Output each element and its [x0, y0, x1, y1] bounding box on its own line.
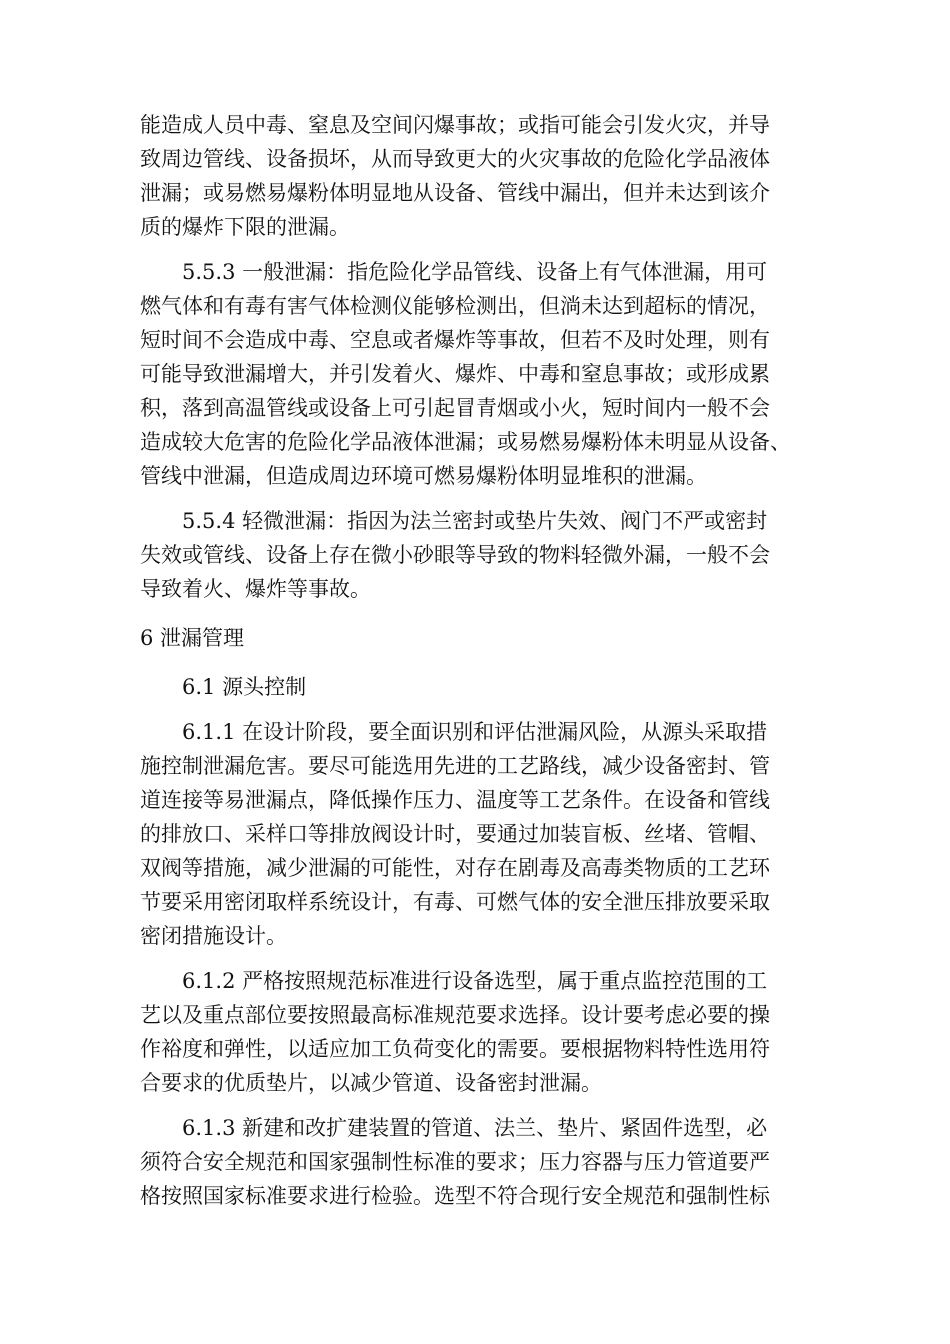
text-line: 可能导致泄漏增大，并引发着火、爆炸、中毒和窒息事故；或形成累: [140, 362, 770, 386]
text-line: 管线中泄漏，但造成周边环境可燃易爆粉体明显堆积的泄漏。: [140, 464, 707, 488]
text-line: 积，落到高温管线或设备上可引起冒青烟或小火，短时间内一般不会: [140, 396, 770, 420]
paragraph-5-5-4: [140, 504, 840, 606]
paragraph-6-1-2: [140, 964, 840, 1100]
text-line: 作裕度和弹性，以适应加工负荷变化的需要。要根据物料特性选用符: [140, 1037, 770, 1061]
text-line: 密闭措施设计。: [140, 924, 287, 948]
text-line: 道连接等易泄漏点，降低操作压力、温度等工艺条件。在设备和管线: [140, 788, 770, 812]
text-line: 合要求的优质垫片，以减少管道、设备密封泄漏。: [140, 1071, 602, 1095]
paragraph-5-5-3: [140, 255, 840, 493]
paragraph-continuation: [140, 108, 840, 244]
text-line: 6.1.2 严格按照规范标准进行设备选型，属于重点监控范围的工: [182, 969, 768, 993]
text-line: 节要采用密闭取样系统设计，有毒、可燃气体的安全泄压排放要采取: [140, 890, 770, 914]
text-line: 短时间不会造成中毒、空息或者爆炸等事故，但若不及时处理，则有: [140, 328, 770, 352]
text-line: 6.1.3 新建和改扩建装置的管道、法兰、垫片、紧固件选型，必: [182, 1116, 768, 1140]
text-line: 泄漏；或易燃易爆粉体明显地从设备、管线中漏出，但并未达到该介: [140, 181, 770, 205]
subsection-title: 6.1 源头控制: [182, 675, 307, 699]
text-line: 须符合安全规范和国家强制性标准的要求；压力容器与压力管道要严: [140, 1150, 770, 1174]
section-heading-6: [140, 621, 840, 655]
text-line: 施控制泄漏危害。要尽可能选用先进的工艺路线，减少设备密封、管: [140, 754, 770, 778]
text-line: 5.5.3 一般泄漏：指危险化学品管线、设备上有气体泄漏，用可: [182, 260, 768, 284]
text-line: 双阀等措施，减少泄漏的可能性，对存在剧毒及高毒类物质的工艺环: [140, 856, 770, 880]
text-line: 能造成人员中毒、窒息及空间闪爆事故；或指可能会引发火灾，并导: [140, 113, 770, 137]
paragraph-6-1-1: [140, 715, 840, 953]
text-line: 燃气体和有毒有害气体检测仪能够检测出，但淌未达到超标的情况，: [140, 294, 770, 318]
paragraph-6-1-3: [140, 1111, 840, 1213]
document-body: [140, 108, 840, 1213]
section-title: 6 泄漏管理: [140, 626, 245, 650]
text-line: 导致着火、爆炸等事故。: [140, 577, 371, 601]
subsection-heading-6-1: [140, 670, 840, 704]
text-line: 格按照国家标准要求进行检验。选型不符合现行安全规范和强制性标: [140, 1184, 770, 1208]
text-line: 失效或管线、设备上存在微小砂眼等导致的物料轻微外漏，一般不会: [140, 543, 770, 567]
text-line: 致周边管线、设备损坏，从而导致更大的火灾事故的危险化学品液体: [140, 147, 770, 171]
text-line: 的排放口、采样口等排放阀设计时，要通过加装盲板、丝堵、管帽、: [140, 822, 770, 846]
text-line: 6.1.1 在设计阶段，要全面识别和评估泄漏风险，从源头采取措: [182, 720, 768, 744]
text-line: 5.5.4 轻微泄漏：指因为法兰密封或垫片失效、阀门不严或密封: [182, 509, 768, 533]
text-line: 艺以及重点部位要按照最高标准规范要求选择。设计要考虑必要的操: [140, 1003, 770, 1027]
text-line: 质的爆炸下限的泄漏。: [140, 215, 350, 239]
text-line: 造成较大危害的危险化学品液体泄漏；或易燃易爆粉体未明显从设备、: [140, 430, 791, 454]
